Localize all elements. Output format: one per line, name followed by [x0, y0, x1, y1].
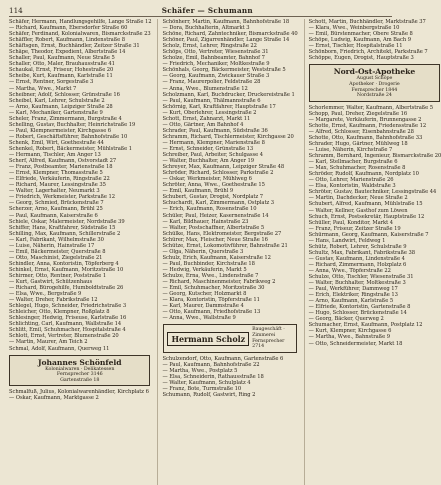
directory-entry: — Max, Schuhmacher, Rosenstraße 8: [308, 165, 406, 172]
directory-entry: Schröder, Rudolf, Kaufmann, Nordplatz 10: [308, 171, 419, 178]
directory-entry: — Martin, Maurer, Am Teich 2: [9, 339, 88, 346]
directory-entry: — Emil, Kaufmann, Brühl 9: [162, 188, 234, 195]
advertisement-line: Apotheker · Drogerie: [349, 81, 400, 87]
directory-entry: Scholz, Ernst, Lehrer, Ringstraße 22: [162, 43, 257, 50]
directory-entry: Schlesinger, Hedwig, Friseuse, Karlstraße 16: [9, 315, 127, 322]
directory-entry: Schopp, Paul, Dreher, Ziegelstraße 16: [308, 110, 408, 117]
directory-entry: Schaller, Paul, Kaufmann, Neue Straße 5: [9, 55, 115, 62]
directory-entry: — Franz, Bote, Turmstraße 10: [162, 385, 242, 392]
advertisement-line: Fernsprecher 1844: [351, 87, 398, 93]
directory-entry: — Klara, Kontoristin, Töpferstraße 11: [162, 297, 260, 304]
directory-entry: Schuch, Ernst, Postsekretär, Hauptstraße 12: [308, 213, 425, 220]
directory-entry: — Oskar, Werkmeister, Mühlweg 6: [162, 176, 252, 183]
directory-entry: — Anna, Wwe., Blumenstraße 12: [162, 85, 248, 92]
directory-entry: — Ernst, Schneider, Grünstraße 13: [162, 145, 254, 152]
directory-column-right: [304, 19, 441, 485]
directory-entry: — Elsa, Kontoristin, Waldstraße 3: [308, 183, 396, 190]
directory-entry: — Georg, Kaufmann, Zwickauer Straße 3: [162, 73, 270, 80]
directory-entry: — Ernst, Rentner, Sorgestraße 3: [9, 79, 94, 86]
page-header: [9, 6, 392, 17]
directory-entry: — Georg, Bäcker, Querweg 2: [308, 316, 384, 323]
directory-entry: Schürer, Max, Fleischer, Neue Straße 16: [162, 236, 268, 243]
directory-entry: Schöner, Paul, Zigarrenhändler, Lange Straße 14: [162, 37, 290, 44]
directory-entry: Schäfer, Ferdinand, Kolonialwaren, Bismarckstraße 23: [9, 31, 151, 38]
directory-entry: Schaller, Otto, Maler, Brauhausstraße 41: [9, 61, 115, 68]
directory-entry: — Dora, Buchhalterin, Altmarkt 3: [162, 25, 250, 32]
directory-entry: — Emil, Bürstenmacher, Obere Straße 8: [308, 31, 413, 38]
directory-entry: — Hans, Landwirt, Feldweg 1: [308, 237, 386, 244]
directory-entry: — Walter, Buchhalter, Am Anger 19: [162, 158, 255, 165]
advertisement-line: August Schöpe: [356, 76, 393, 82]
directory-entry: — Walter, Lagerhalter, Neumarkt 3: [9, 188, 100, 195]
directory-entry: Schulze, Erna, Wwe., Lindenstraße 7: [162, 272, 259, 279]
directory-entry: — Martin, Dachdecker, Neue Straße 2: [308, 195, 408, 202]
directory-entry: Schönhals, Georg, Bäckermeister, Weststraße 5: [162, 67, 286, 74]
directory-entry: — Richard, Bürogehilfe, Humboldtstraße 26: [9, 285, 124, 292]
advertisement-box: [9, 355, 150, 387]
directory-entry: Schulze, Otto, Tischler, Wiesenstraße 31: [308, 274, 414, 281]
directory-entry: Scheibel, Karl, Lehrer, Schulstraße 2: [9, 97, 105, 104]
directory-entry: — Otto, Lehrer, Marienstraße 26: [308, 177, 394, 184]
advertisement-line: Gartenstraße 18: [60, 377, 100, 383]
directory-entry: — Alfred, Schlosser, Eisenbahnstraße 28: [308, 128, 414, 135]
directory-entry: Schülke, Hans, Elektromeister, Bergstraße 27: [162, 230, 282, 237]
directory-entry: Schütz, Robert, Lehrer, Schulstraße 9: [308, 243, 407, 250]
directory-entry: Schmal, Adolf, Kaufmann, Querweg 11: [9, 345, 110, 352]
directory-entry: — Kurt, Gastwirt, Schützenhaus: [9, 279, 93, 286]
directory-entry: — Karl, Mechaniker, Gartenstraße 9: [9, 109, 103, 116]
directory-entry: — Otto, Kaufmann, Friedhofstraße 13: [162, 309, 261, 316]
directory-entry: Schüler, Paul, Heizer, Kasernenstraße 14: [162, 212, 269, 219]
directory-entry: — Luise, Näherin, Hainstraße 17: [9, 242, 95, 249]
advertisement-box: [163, 324, 296, 352]
directory-entry: Schlegel, Hugo, Schneider, Friedrichstraße 3: [9, 303, 127, 310]
directory-entry: — Arno, Kaufmann, Leipziger Straße 28: [9, 103, 113, 110]
directory-entry: Schotte, Ernst, Kaufmann, Friedensstraße 12: [308, 122, 427, 129]
directory-entry: Schulzendorf, Otto, Kaufmann, Gartenstraße 6: [162, 355, 284, 362]
directory-entry: Schinkel, Ernst, Kaufmann, Moritzstraße 10: [9, 266, 124, 273]
directory-entry: Schultz, Max, Fabrikant, Fabrikstraße 38: [308, 249, 415, 256]
directory-entry: — Paul, Kaufmann, Kaiserstraße 6: [9, 212, 98, 219]
directory-entry: — Margarete, Verkäuferin, Brunnengasse 2: [308, 116, 422, 123]
directory-entry: Schenkel, Robert, Bäckermeister, Mühlstraße 1: [9, 145, 133, 152]
advertisement-name: Johannes Schönfeld: [37, 357, 122, 367]
directory-entry: Schüller, Paul, Konditor, Markt 4: [308, 219, 394, 226]
directory-entry: — Hermann, Tischler, Am Anger 13: [9, 152, 101, 159]
directory-column-left: [9, 19, 151, 485]
directory-entry: — Karl, Stellmacher, Burgstraße 6: [308, 159, 398, 166]
directory-entry: — Emil, Schuhmacher, Moritzstraße 30: [162, 285, 265, 292]
directory-entry: — Richard, Maurer, Lessingstraße 35: [9, 182, 106, 189]
directory-entry: — Georg, Kutscher, Holzmarkt 8: [162, 291, 247, 298]
directory-entry: — Walter, Kellner, Gasthof zum Löwen: [308, 207, 408, 214]
directory-entry: — Elfriede, Verkäuferin, Ringstraße 22: [9, 176, 110, 183]
directory-entry: — Walter, Dreher, Fabrikstraße 12: [9, 297, 98, 304]
directory-entry: — Elsa, Schneiderin, Rathausstraße 18: [162, 373, 264, 380]
directory-entry: — Franz, Friseur, Zeitzer Straße 19: [308, 225, 401, 232]
advertisement-line: Baugeschäft · Zimmerei: [252, 327, 285, 338]
directory-entry: — Ernst, Tischler, Hospitalstraße 11: [308, 43, 403, 50]
advertisement-name: Nord-Ost-Apotheke: [333, 67, 416, 77]
directory-entry: Scholzmann, Karl, Buchdrucker, Druckereistraße 1: [162, 91, 295, 98]
directory-entry: — Friedrich, Mechaniker, Moltkestraße 9: [162, 61, 270, 68]
directory-entry: — Olga, Näherin, Querstraße 3: [162, 248, 244, 255]
directory-entry: — Richard, Zimmermann, Holzplatz 6: [308, 261, 407, 268]
directory-entry: Schilling, Max, Kaufmann, Schillerstraße 2: [9, 230, 121, 237]
directory-entry: Schotte, Otto, Kaufmann, Bahnhofstraße 33: [308, 134, 423, 141]
directory-entry: Schlichting, Carl, Kaufmann, Wallstraße 14: [9, 321, 122, 328]
directory-entry: Schönherr, Martin, Kaufmann, Bahnhofstraße 18: [162, 19, 290, 25]
directory-entry: — Walter, Postschaffner, Albertstraße 5: [162, 224, 265, 231]
directory-entry: Schubert, Gustav, Drogist, Nordplatz 7: [162, 194, 263, 201]
advertisement-line: Nordstraße 24: [356, 93, 392, 99]
directory-entry: — Anna, Wwe., Töpferstraße 22: [308, 267, 391, 274]
directory-entry: — Walter, Kaufmann, Schulplatz 4: [162, 379, 251, 386]
directory-entry: — Gustav, Kaufmann, Lindenstraße 4: [308, 255, 405, 262]
directory-entry: — Erich, Elektriker, Ringstraße 13: [308, 292, 398, 299]
directory-entry: Scheler, Franz, Zimmermann, Burgstraße 4: [9, 115, 122, 122]
directory-entry: Schelling, Gustav, Buchhalter, Heinrichstraße 19: [9, 121, 136, 128]
directory-entry: — Kurt, Oberlehrer, Lessingstraße 2: [162, 109, 257, 116]
directory-entry: — Martha, Wwe., Markt 7: [9, 85, 77, 92]
page-title: Schäfer — Schumann: [161, 6, 253, 15]
directory-columns: [9, 19, 441, 485]
directory-entry: Schrader, Hugo, Gärtner, Mühlweg 18: [308, 140, 408, 147]
advertisement-text: [252, 327, 293, 349]
directory-entry: Schröder, Richard, Schlosser, Parkstraße 2: [162, 170, 274, 177]
directory-entry: — Friedrich, Werkmeister, Parkstraße 12: [9, 194, 116, 201]
directory-entry: Scheibner, Adolf, Schlosser, Grünstraße 16: [9, 91, 120, 98]
directory-entry: — Richard, Kaufmann, Ebersdorfer Straße 60: [9, 25, 128, 32]
directory-entry: Schramm, Bernhard, Ingenieur, Bismarckstraße 20: [308, 153, 441, 160]
directory-entry: — Oskar, Kaufmann, Marktgasse 2: [9, 395, 99, 402]
directory-entry: Schäpe, Theodor, Expedient, Albertstraße 14: [9, 49, 126, 56]
directory-entry: Schirmer, Otto, Rentner, Poststraße 1: [9, 272, 107, 279]
directory-entry: Schumann, Rudolf, Gastwirt, Ring 2: [162, 392, 256, 398]
directory-entry: — Karl, Maurer, Dammstraße 4: [162, 303, 244, 310]
directory-entry: Schröter, Anna, Wwe., Goethestraße 15: [162, 182, 265, 189]
directory-entry: Schröter, Gustav, Bautechniker, Lessingstraße 44: [308, 189, 437, 196]
directory-entry: — Kurt, Klempner, Kirchgasse 6: [308, 328, 392, 335]
directory-entry: — Klara, Wwe., Weinbergstraße 10: [308, 25, 400, 32]
advertisement-box: [309, 64, 441, 101]
directory-entry: Scholze, Emil, Bahnbeamter, Bahnhof 7: [162, 55, 265, 62]
directory-entry: Scherf, Alfred, Kaufmann, Ostvorstadt 27: [9, 158, 117, 165]
directory-entry: Schreyer, Max, Kaufmann, Leipziger Straße 48: [162, 164, 285, 171]
directory-entry: — Walter, Buchhalter, Moltkestraße 3: [308, 280, 406, 287]
directory-entry: Scherzer, Arno, Kaufmann, Brühl 25: [9, 206, 103, 213]
directory-entry: Schott, Ernst, Zahnarzt, Markt 11: [162, 115, 251, 122]
directory-entry: — Arno, Kaufmann, Karlstraße 5: [308, 298, 394, 305]
directory-entry: Schindler, Anna, Kontoristin, Töpferberg 4: [9, 260, 119, 267]
directory-entry: Schorlemmer, Walter, Kaufmann, Albertstraße 5: [308, 104, 434, 111]
directory-entry: Schaukal, Ernst, Friseur, Hohestraße 20: [9, 67, 114, 74]
directory-entry: — Robert, Geschäftsführer, Bahnhofstraße 10: [9, 133, 128, 140]
directory-entry: — Karl, Bildhauer, Hainstraße 23: [162, 218, 249, 225]
directory-entry: — Luise, Näherin, Kirchstraße 7: [308, 147, 393, 154]
directory-entry: — Paul, Werkführer, Dammweg 17: [308, 286, 398, 293]
directory-entry: Scheibe, Kurt, Kaufmann, Karlstraße 11: [9, 73, 113, 80]
directory-column-middle: [157, 19, 297, 485]
directory-entry: Schörnig, Karl, Kraftfahrer, Hauptstraße 17: [162, 103, 276, 110]
directory-entry: — Elsa, Wwe., Bergstraße 9: [9, 291, 82, 298]
directory-entry: — Hedwig, Verkäuferin, Markt 5: [162, 266, 247, 273]
directory-entry: — Franz, Maurerpolier, Feldstraße 28: [162, 79, 261, 86]
directory-entry: — Franz, Postbeamter, Marienstraße 18: [9, 164, 113, 171]
directory-entry: Schreiber, Paul, Arbeiter, Schulgasse 4: [162, 152, 263, 159]
directory-entry: Schürmann, Georg, Kaufmann, Kaiserstraße 7: [308, 231, 429, 238]
directory-entry: — Martha, Wwe., Bahnstraße 9: [308, 334, 390, 341]
directory-entry: — Richard, Maschinenmeister, Fabrikweg 2: [162, 279, 276, 286]
directory-entry: Schäfer, Hermann, Handlungsgehilfe, Lange Straße 12: [9, 19, 152, 25]
directory-entry: Schubert, Alfred, Kaufmann, Mühlstraße 15: [308, 201, 423, 208]
directory-entry: Schütze, Ernst, Lokomotivführer, Bahnstraße 21: [162, 242, 288, 249]
directory-entry: — Paul, Buchbinder, Kirchstraße 18: [162, 260, 255, 267]
directory-entry: Schulz, Erich, Kaufmann, Kaiserstraße 12: [162, 254, 271, 261]
directory-entry: — Otto, Maschinist, Ziegelstraße 21: [9, 254, 103, 261]
directory-entry: — Emil, Bäckermeister, Querstraße 8: [9, 248, 106, 255]
directory-entry: Schöps, Otto, Vertreter, Wiesenstraße 31: [162, 49, 269, 56]
directory-entry: Schleicher, Otto, Klempner, Roßplatz 8: [9, 309, 110, 316]
directory-entry: — Otto, Gärtner, Am Bahnhof 4: [162, 121, 244, 128]
directory-entry: Schott, Martin, Buchhändler, Marktstraße 37: [308, 19, 426, 25]
directory-entry: — Hermann, Klempner, Marienstraße 8: [162, 139, 265, 146]
directory-entry: — Paul, Kaufmann, Thälmannstraße 6: [162, 97, 261, 104]
advertisement-name: Hermann Scholz: [167, 332, 249, 346]
directory-entry: Schuchardt, Karl, Zimmermann, Ostplatz 3: [162, 200, 275, 207]
directory-entry: — Anna, Wwe., Wallstraße 9: [162, 315, 236, 322]
directory-entry: Schmalfuß, Julius, Kolonialwarenhändler, Kirchplatz 6: [9, 389, 149, 396]
directory-entry: Schöpe, Ludwig, Kaufmann, Am Bach 9: [308, 37, 411, 44]
directory-entry: Schöne, Richard, Zahntechniker, Bismarckstraße 40: [162, 31, 298, 38]
directory-entry: — Erich, Kaufmann, Rosenstraße 10: [162, 206, 257, 213]
directory-entry: Schramm, Richard, Tischlermeister, Kirchgasse 20: [162, 133, 294, 140]
directory-entry: Schiele, Oskar, Malermeister, Nordstraße 39: [9, 218, 125, 225]
directory-entry: Schenk, Emil, Wirt, Goethestraße 44: [9, 139, 104, 146]
directory-entry: — Karl, Fabrikant, Wilhelmstraße 30: [9, 236, 104, 243]
directory-entry: Schlitt, Emil, Schuhmacher, Hospitalstraße 4: [9, 327, 126, 334]
directory-entry: Schrader, Paul, Kaufmann, Südstraße 36: [162, 127, 268, 134]
directory-entry: — Paul, Klempnermeister, Kirchgasse 6: [9, 127, 112, 134]
directory-entry: Schäffler, Robert, Kaufmann, Lindenstraße 8: [9, 37, 126, 44]
directory-entry: Schönborn, Friedrich, Architekt, Parkstraße 7: [308, 49, 428, 56]
directory-entry: — Paul, Kaufmann, Bahnhofstraße 22: [162, 361, 260, 368]
directory-entry: Schlott, Ernst, Vertreter, Blumenstraße 20: [9, 333, 119, 340]
directory-entry: — Otto, Schneidermeister, Markt 18: [308, 340, 403, 347]
advertisement-line: Fernsprecher 3146: [56, 372, 103, 378]
page-number: 114: [9, 6, 23, 15]
directory-entry: — Martha, Wwe., Postplatz 5: [162, 367, 238, 374]
directory-entry: — Hugo, Schlosser, Brückenstraße 14: [308, 310, 407, 317]
directory-entry: — Elfriede, Kontoristin, Gartenstraße 8: [308, 304, 411, 311]
advertisement-line: Kolonialwaren · Delikatessen: [45, 366, 115, 372]
directory-entry: Schöppe, Eugen, Drogist, Hauptstraße 3: [308, 55, 414, 62]
directory-entry: Schäftsgen, Ernst, Buchhändler, Zeitzer Straße 31: [9, 43, 140, 50]
directory-entry: — Georg, Schmied, Brückenstraße 7: [9, 200, 104, 207]
directory-entry: Schumacher, Ernst, Kaufmann, Postplatz 12: [308, 322, 423, 329]
directory-entry: Schiffer, Hans, Kraftfahrer, Südstraße 15: [9, 224, 116, 231]
advertisement-line: Fernsprecher 2714: [252, 338, 285, 350]
directory-entry: — Ernst, Klempner, Thomasstraße 5: [9, 170, 103, 177]
